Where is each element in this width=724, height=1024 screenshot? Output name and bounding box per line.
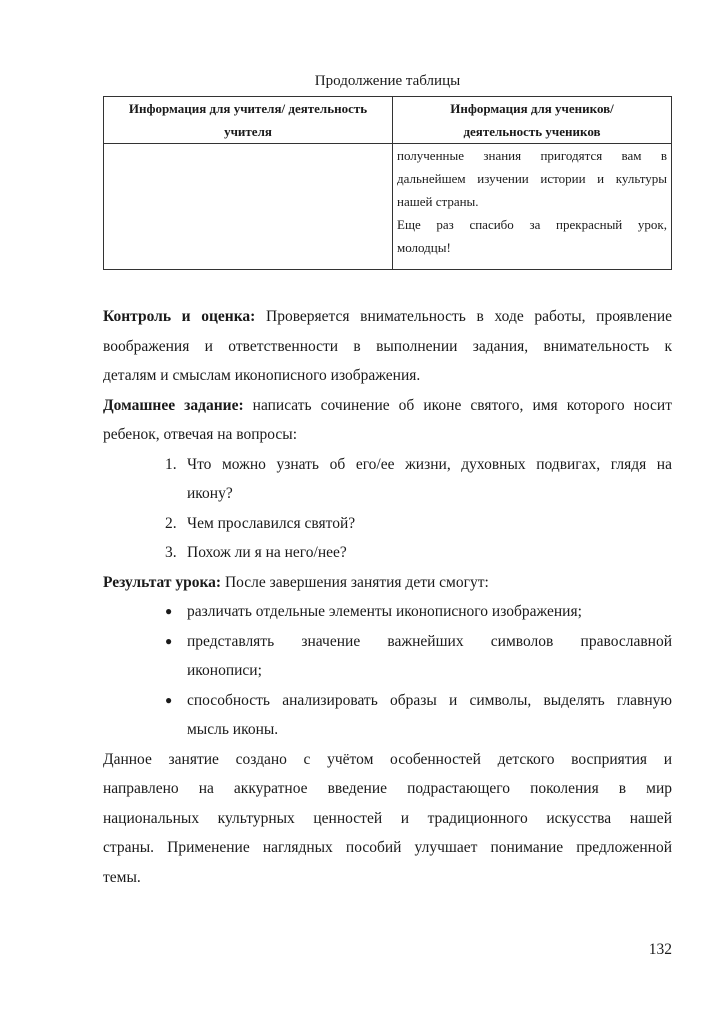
conclusion-paragraph [103, 745, 672, 893]
student-cell [393, 144, 672, 270]
list-item [103, 538, 672, 568]
teacher-column-header [104, 97, 393, 144]
bullet-item [103, 597, 672, 627]
bullet-item [103, 686, 672, 716]
homework-section [103, 391, 672, 568]
student-cell-line: полученные знания пригодятся вам в [397, 148, 667, 163]
student-column-header [393, 97, 672, 144]
control-label: Контроль и оценка: [103, 308, 256, 325]
student-cell-line: дальнейшем изучении истории и культуры [397, 171, 667, 186]
result-label: Результат урока: [103, 573, 222, 591]
teacher-header-line-2: учителя [224, 124, 272, 139]
lesson-table [103, 96, 672, 270]
homework-label: Домашнее задание: [103, 396, 244, 414]
control-line-2: воображения и ответственности в выполнении задания, внимательность к [103, 337, 672, 355]
bullet-icon: ● [165, 604, 173, 618]
list-item [103, 509, 672, 539]
list-number: 2. [165, 514, 177, 532]
bullet-continuation: иконописи; [187, 662, 262, 679]
bullet-icon: ● [165, 692, 173, 707]
table-header-row [104, 97, 672, 144]
table-caption: Продолжение таблицы [314, 73, 461, 89]
bullet-continuation: мысль иконы. [187, 721, 279, 738]
list-item-text: Что можно узнать об его/ее жизни, духовных подвигах, глядя на [187, 455, 672, 473]
conclusion-line: Данное занятие создано с учётом особенностей детского восприятия и [103, 750, 672, 768]
result-line [103, 568, 672, 598]
teacher-cell [104, 144, 393, 270]
bullet-text: различать отдельные элементы иконописного изображения; [187, 603, 582, 620]
homework-line-1 [103, 391, 672, 421]
student-cell-line: молодцы! [397, 240, 451, 255]
table-row [104, 144, 672, 270]
bullet-icon: ● [165, 633, 173, 648]
list-number: 1. [165, 455, 177, 473]
document-body [103, 302, 672, 892]
student-cell-line: нашей страны. [397, 194, 479, 209]
list-item [103, 450, 672, 480]
teacher-header-line-1: Информация для учителя/ деятельность [128, 101, 368, 116]
homework-line-2: ребенок, отвечая на вопросы: [103, 426, 298, 443]
conclusion-line: национальных культурных ценностей и традиционного искусства нашей [103, 809, 672, 827]
bullet-item [103, 627, 672, 657]
student-header-line-1: Информация для учеников/ [450, 101, 614, 116]
list-number: 3. [165, 544, 177, 561]
page-number: 132 [648, 941, 672, 958]
bullet-text: способность анализировать образы и символы, выделять главную [187, 691, 672, 709]
control-line-3: деталям и смыслам иконописного изображения. [103, 367, 421, 384]
student-cell-line: Еще раз спасибо за прекрасный урок, [397, 217, 667, 232]
homework-text: написать сочинение об иконе святого, имя которого носит [243, 396, 672, 414]
bullet-text: представлять значение важнейших символов православной [187, 632, 672, 650]
control-section [103, 302, 672, 391]
control-text: Проверяется внимательность в ходе работы, проявление [255, 308, 672, 325]
result-section [103, 568, 672, 745]
conclusion-line: направлено на аккуратное введение подрастающего поколения в мир [103, 780, 672, 797]
student-header-line-2: деятельность учеников [463, 124, 601, 139]
control-line-1 [103, 302, 672, 332]
list-item-text: Похож ли я на него/нее? [187, 544, 347, 561]
result-text: После завершения занятия дети смогут: [221, 573, 489, 591]
conclusion-line: страны. Применение наглядных пособий улучшает понимание предложенной [103, 839, 672, 856]
list-item-text: Чем прославился святой? [187, 514, 356, 532]
conclusion-line: темы. [103, 868, 141, 886]
list-item-continuation: икону? [187, 485, 233, 502]
